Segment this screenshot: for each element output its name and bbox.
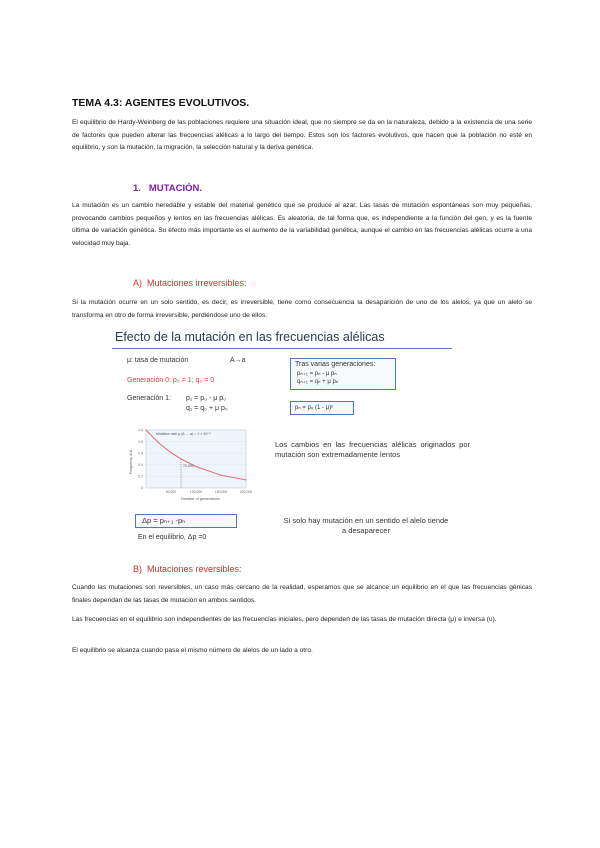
generation-1-p: p₁ = p₀ - μ p₀ (186, 395, 227, 402)
plot-marker-label: 70,000 (183, 464, 194, 468)
y-tick-label: 0.6 (138, 451, 143, 456)
equilibrium-text: En el equilibrio, Δp =0 (138, 534, 207, 541)
generation-1-label: Generación 1: (127, 395, 171, 402)
section-title: MUTACIÓN. (148, 183, 202, 194)
after-generations-p: pₙ₊₁ = pₙ - μ pₙ (297, 371, 337, 377)
x-tick-label: 100,000 (189, 490, 203, 494)
after-generations-box (290, 358, 396, 390)
plot-area (146, 430, 246, 488)
plot-ylabel: Frequency of A (129, 449, 133, 474)
reversible-paragraph-2: Las frecuencias en el equilibrio son independientes de las frecuencias iniciales, pero dependen de las tasas de mutación directa (μ) e inversa (υ). (72, 616, 497, 623)
mutation-arrow: A→a (230, 357, 246, 364)
irreversible-paragraph: Si la mutación ocurre en un solo sentido, es decir, es irreversible, tiene como consecuencia la desaparición de uno de los alelos, ya que un alelo se transforma en otro de forma irreversible, perdiéndose uno de ellos. (72, 299, 532, 319)
y-tick-label: 0 (141, 486, 143, 491)
subheading-label: B) (133, 564, 142, 574)
subheading-reversible (133, 564, 242, 574)
mutation-plot (126, 424, 254, 504)
curve-point (170, 452, 171, 453)
generation-1-q: q₁ = q₀ + μ p₀ (186, 405, 228, 412)
plot-legend: Mutation rate μ (A → a) = 1 × 10⁻⁵ (156, 432, 211, 436)
curve-point (220, 475, 221, 476)
y-tick-label: 0.8 (138, 439, 143, 444)
intro-paragraph: El equilibrio de Hardy-Weinberg de las poblaciones requiere una situación ideal, que no siempre se da en la naturaleza, debido a la existencia de una serie de factores que pueden alterar las frecuencias alélicas a lo largo del tiempo. Estos son los factores evolutivos, que hacen que la población no esté en equilibrio, y son la mutación, la migración, la selección natural y la deriva genética. (72, 119, 532, 151)
section-heading-mutacion (133, 183, 202, 194)
generation-0: Generación 0: p₀ = 1; q₀ = 0 (127, 377, 215, 384)
x-tick-label: 150,000 (214, 490, 228, 494)
curve-point (245, 479, 246, 480)
curve-point (145, 429, 146, 430)
subheading-irreversible (133, 278, 247, 288)
changes-text: Los cambios en las frecuencias alélicas originados por mutación son extremadamente lentos (275, 440, 470, 459)
mu-label: μ: tasa de mutación (127, 357, 189, 364)
x-tick-label: 50,000 (165, 490, 177, 494)
after-generations-q: qₙ₊₁ = qₙ + μ pₙ (297, 379, 339, 385)
subheading-text: Mutaciones reversibles: (147, 564, 242, 574)
one-direction-text: Si solo hay mutación en un sentido el alelo tiende a desaparecer (283, 516, 449, 535)
page-title: TEMA 4.3: AGENTES EVOLUTIVOS. (72, 97, 250, 109)
y-tick-label: 0.4 (138, 463, 143, 467)
reversible-paragraph-1: Cuando las mutaciones son reversibles, un caso más cercano de la realidad, esperamos que se alcance un equilibrio en el que las frecuencias génicas finales dependan de las tasas de mutación en ambos sentidos. (72, 584, 532, 604)
y-tick-label: 0.2 (138, 474, 143, 479)
section-number: 1. (133, 183, 141, 194)
delta-p-box (135, 514, 237, 528)
pn-formula: pₙ = p₀ (1 - μ)ⁿ (295, 405, 334, 411)
plot-xlabel: Number of generations (181, 497, 220, 501)
reversible-paragraph-3: El equilibrio se alcanza cuando pasa el mismo número de alelos de un lado a otro. (72, 647, 313, 654)
figure-title-rule (112, 348, 452, 349)
x-tick-label: 200,000 (239, 490, 253, 494)
mutation-paragraph: La mutación es un cambio heredable y estable del material genético que se produce al azar. Las tasas de mutación espontáneas son muy pequeñas, provocando cambios pequeños y lentos en las frecuencias alélicas. Es aleatoria, de tal forma que, es independiente a la función del gen, y es la fuente última de variación genética. Su efecto más importante es el aumento de la variabilidad genética, aunque el cambio en las frecuencias alélicas ocurre a una velocidad muy baja. (72, 202, 532, 247)
curve-point (195, 466, 196, 467)
after-generations-title: Tras varias generaciones: (295, 361, 376, 368)
subheading-text: Mutaciones irreversibles: (147, 278, 247, 288)
pn-formula-box (290, 401, 354, 415)
y-tick-label: 1.0 (138, 428, 143, 433)
figure-title: Efecto de la mutación en las frecuencias alélicas (115, 330, 385, 344)
curve-point (158, 442, 159, 443)
delta-p-formula: Δp = pₙ₊₁ -pₙ (142, 516, 186, 525)
subheading-label: A) (133, 278, 142, 288)
curve-point (180, 458, 181, 459)
